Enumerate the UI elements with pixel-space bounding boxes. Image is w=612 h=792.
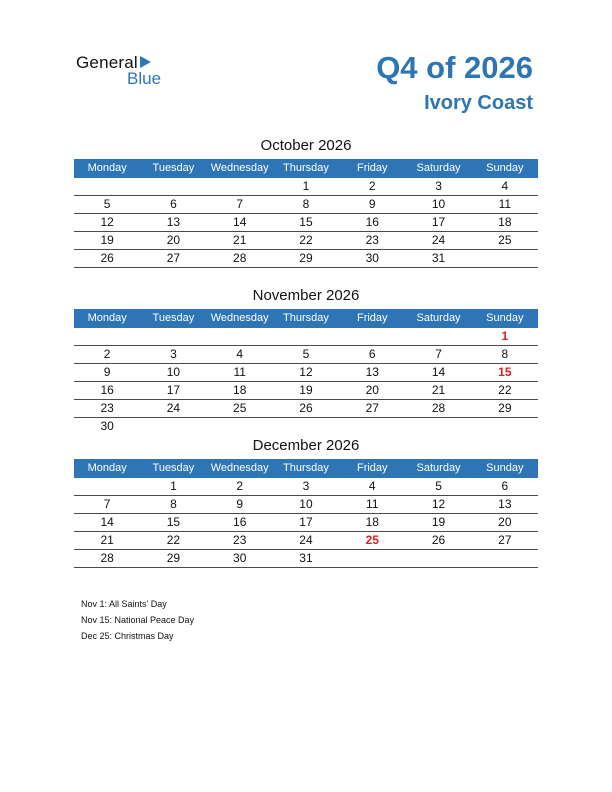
- day-cell: [472, 418, 538, 435]
- day-cell: 27: [166, 251, 181, 265]
- day-cell: 11: [498, 197, 512, 211]
- day-cell: 24: [299, 533, 313, 547]
- day-cell: 15: [498, 365, 512, 379]
- weekday-header-cell: Sunday: [486, 312, 524, 324]
- day-cell: 27: [365, 401, 379, 415]
- holiday-notes: [81, 598, 194, 646]
- day-cell: 19: [100, 233, 114, 247]
- weekday-header-cell: Friday: [356, 162, 388, 174]
- day-cell: 4: [236, 347, 244, 361]
- day-cell: 9: [236, 497, 244, 511]
- day-cell: 30: [233, 551, 247, 565]
- day-cell: 23: [100, 401, 114, 415]
- day-cell: [140, 328, 206, 345]
- day-cell: [74, 328, 140, 345]
- weekday-header-cell: Tuesday: [152, 462, 195, 474]
- weekday-header-cell: Tuesday: [152, 162, 195, 174]
- weekday-header-cell: Monday: [87, 462, 127, 474]
- day-cell: 27: [498, 533, 512, 547]
- day-cell: 28: [431, 401, 446, 415]
- day-cell: 1: [302, 179, 310, 193]
- day-cell: 16: [365, 215, 379, 229]
- day-cell: 4: [368, 479, 376, 493]
- day-cell: 14: [431, 365, 446, 379]
- month-title: November 2026: [252, 287, 360, 304]
- logo: [76, 53, 186, 89]
- weekday-header-row: [74, 309, 538, 328]
- day-cell: 19: [299, 383, 313, 397]
- weekday-header-cell: Saturday: [416, 312, 461, 324]
- day-cell: 22: [166, 533, 181, 547]
- day-cell: 28: [233, 251, 247, 265]
- weekday-header-cell: Tuesday: [152, 312, 195, 324]
- week-row: [74, 214, 538, 232]
- weekday-header-cell: Wednesday: [210, 312, 269, 324]
- day-cell: 15: [299, 215, 313, 229]
- weekday-header-cell: Monday: [87, 162, 127, 174]
- day-cell: 5: [103, 197, 111, 211]
- day-cell: 8: [170, 497, 177, 511]
- day-cell: 29: [166, 551, 181, 565]
- day-cell: 18: [233, 383, 247, 397]
- day-cell: 25: [365, 533, 379, 547]
- day-cell: 28: [100, 551, 114, 565]
- day-cell: 7: [435, 347, 442, 361]
- day-cell: 26: [299, 401, 313, 415]
- week-row: [74, 496, 538, 514]
- week-row: [74, 250, 538, 268]
- day-cell: 5: [435, 479, 442, 493]
- day-cell: 13: [498, 497, 512, 511]
- day-cell: [405, 550, 471, 567]
- holiday-note: Nov 15: National Peace Day: [81, 615, 195, 625]
- day-cell: [207, 178, 273, 195]
- day-cell: 21: [431, 383, 446, 397]
- week-row: [74, 346, 538, 364]
- day-cell: 16: [233, 515, 247, 529]
- day-cell: 15: [166, 515, 181, 529]
- week-row: [74, 232, 538, 250]
- day-cell: 2: [236, 479, 244, 493]
- day-cell: [74, 178, 140, 195]
- day-cell: [472, 250, 538, 267]
- logo-flag-icon: [140, 56, 151, 68]
- day-cell: 12: [431, 497, 446, 511]
- day-cell: 17: [431, 215, 446, 229]
- day-cell: 14: [100, 515, 114, 529]
- day-cell: 12: [299, 365, 313, 379]
- week-row: [74, 514, 538, 532]
- month-calendar: [74, 437, 538, 568]
- weekday-header-cell: Wednesday: [210, 462, 269, 474]
- day-cell: [140, 418, 206, 435]
- day-cell: 6: [170, 197, 177, 211]
- day-cell: 5: [302, 347, 310, 361]
- day-cell: 22: [498, 383, 512, 397]
- day-cell: 26: [100, 251, 114, 265]
- day-cell: [273, 418, 339, 435]
- month-title: October 2026: [260, 137, 352, 154]
- holiday-note: Dec 25: Christmas Day: [81, 631, 174, 641]
- weekday-header-cell: Friday: [356, 462, 388, 474]
- weekday-header-cell: Monday: [87, 312, 127, 324]
- day-cell: [207, 418, 273, 435]
- day-cell: 8: [501, 347, 509, 361]
- day-cell: 9: [368, 197, 376, 211]
- day-cell: 8: [302, 197, 310, 211]
- week-row: [74, 400, 538, 418]
- logo-text-blue: Blue: [127, 69, 162, 88]
- day-cell: 1: [170, 479, 177, 493]
- page-subtitle: Ivory Coast: [424, 92, 533, 114]
- day-cell: 31: [431, 251, 446, 265]
- day-cell: 11: [366, 497, 379, 511]
- week-row: [74, 418, 538, 435]
- day-cell: 17: [299, 515, 313, 529]
- week-row: [74, 364, 538, 382]
- weekday-header-cell: Wednesday: [210, 162, 269, 174]
- page-title: Q4 of 2026: [376, 50, 533, 85]
- day-cell: 10: [299, 497, 313, 511]
- weekday-header-cell: Thursday: [283, 312, 329, 324]
- day-cell: 31: [299, 551, 313, 565]
- day-cell: 1: [501, 329, 509, 343]
- day-cell: 3: [435, 179, 442, 193]
- weekday-header-cell: Thursday: [283, 162, 329, 174]
- day-cell: 24: [166, 401, 181, 415]
- day-cell: [405, 328, 471, 345]
- day-cell: 24: [431, 233, 446, 247]
- month-title: December 2026: [252, 437, 360, 454]
- day-cell: 21: [100, 533, 114, 547]
- holiday-note: Nov 1: All Saints’ Day: [81, 599, 167, 609]
- day-cell: 7: [103, 497, 111, 511]
- week-row: [74, 178, 538, 196]
- day-cell: [140, 178, 206, 195]
- day-cell: 18: [365, 515, 379, 529]
- day-cell: 20: [166, 233, 181, 247]
- week-row: [74, 550, 538, 568]
- day-cell: 7: [236, 197, 244, 211]
- weekday-header-cell: Saturday: [416, 162, 461, 174]
- day-cell: 19: [431, 515, 446, 529]
- day-cell: 23: [233, 533, 247, 547]
- day-cell: 23: [365, 233, 379, 247]
- weekday-header-row: [74, 459, 538, 478]
- day-cell: 26: [431, 533, 446, 547]
- day-cell: 16: [100, 383, 114, 397]
- day-cell: 2: [103, 347, 111, 361]
- month-calendar: [74, 287, 538, 435]
- week-row: [74, 478, 538, 496]
- day-cell: 25: [233, 401, 247, 415]
- day-cell: [339, 418, 405, 435]
- day-cell: 13: [166, 215, 181, 229]
- day-cell: 29: [299, 251, 313, 265]
- day-cell: 9: [103, 365, 111, 379]
- day-cell: 13: [365, 365, 379, 379]
- weekday-header-cell: Sunday: [486, 462, 524, 474]
- day-cell: 11: [233, 365, 246, 379]
- day-cell: 10: [431, 197, 446, 211]
- logo-text-general: General: [76, 53, 138, 72]
- day-cell: 6: [501, 479, 509, 493]
- day-cell: 10: [166, 365, 181, 379]
- weekday-header-cell: Sunday: [486, 162, 524, 174]
- day-cell: 30: [365, 251, 379, 265]
- day-cell: [472, 550, 538, 567]
- day-cell: 20: [365, 383, 379, 397]
- weekday-header-cell: Thursday: [283, 462, 329, 474]
- weekday-header-row: [74, 159, 538, 178]
- day-cell: 22: [299, 233, 313, 247]
- week-row: [74, 382, 538, 400]
- week-row: [74, 328, 538, 346]
- day-cell: 4: [501, 179, 509, 193]
- day-cell: 3: [170, 347, 177, 361]
- day-cell: 20: [498, 515, 512, 529]
- weekday-header-cell: Saturday: [416, 462, 461, 474]
- month-calendar: [74, 137, 538, 268]
- day-cell: 14: [233, 215, 247, 229]
- week-row: [74, 196, 538, 214]
- weekday-header-cell: Friday: [356, 312, 388, 324]
- day-cell: [339, 328, 405, 345]
- day-cell: [74, 478, 140, 495]
- day-cell: [273, 328, 339, 345]
- week-row: [74, 532, 538, 550]
- day-cell: 21: [233, 233, 247, 247]
- day-cell: 25: [498, 233, 512, 247]
- day-cell: 6: [368, 347, 376, 361]
- day-cell: [405, 418, 471, 435]
- day-cell: 29: [498, 401, 512, 415]
- day-cell: 12: [100, 215, 114, 229]
- day-cell: 30: [100, 419, 114, 433]
- day-cell: 17: [166, 383, 181, 397]
- day-cell: 3: [302, 479, 310, 493]
- day-cell: [207, 328, 273, 345]
- day-cell: 2: [368, 179, 376, 193]
- day-cell: 18: [498, 215, 512, 229]
- day-cell: [339, 550, 405, 567]
